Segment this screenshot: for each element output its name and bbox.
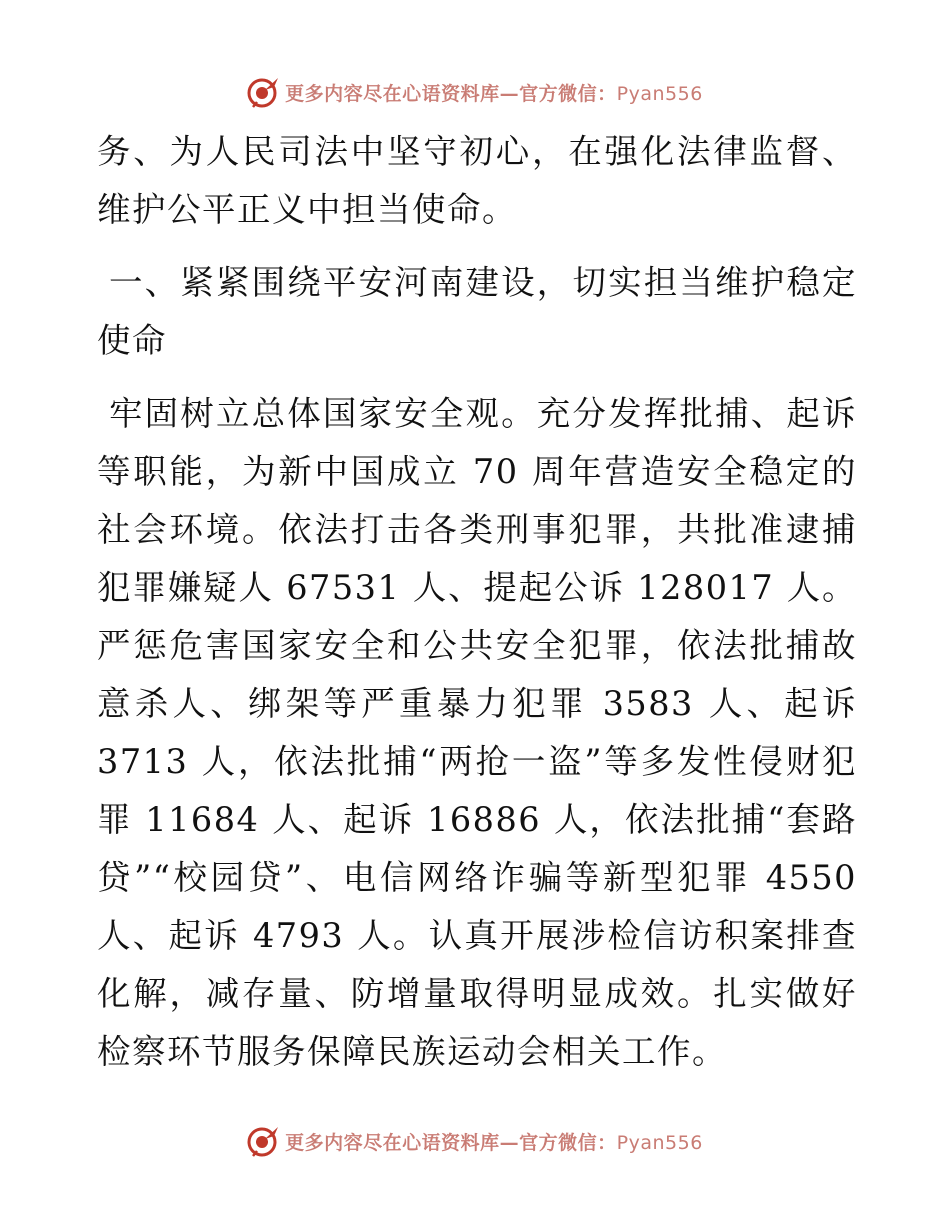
quill-logo-icon: [247, 1124, 281, 1158]
watermark-text: [285, 79, 703, 106]
watermark-label: 更多内容尽在心语资料库—官方微信：: [285, 1131, 617, 1154]
watermark-wechat-id: Pyan556: [616, 82, 703, 105]
quill-logo-icon: [247, 75, 281, 109]
watermark-text: [285, 1128, 703, 1155]
document-body: [97, 123, 857, 1081]
footer-watermark: [0, 1121, 950, 1161]
section-heading: 一、紧紧围绕平安河南建设，切实担当维护稳定使命: [97, 263, 857, 360]
header-watermark: [0, 72, 950, 112]
paragraph-continuation: 务、为人民司法中坚守初心，在强化法律监督、维护公平正义中担当使命。: [97, 132, 857, 229]
paragraph-body: 牢固树立总体国家安全观。充分发挥批捕、起诉等职能，为新中国成立 70 周年营造安全稳定的社会环境。依法打击各类刑事犯罪，共批准逮捕犯罪嫌疑人 67531 人、提起公诉 128017 人。严惩危害国家安全和公共安全犯罪，依法批捕故意杀人、绑架等严重暴力犯罪 3583 人、起诉 3713 人，依法批捕“两抢一盗”等多发性侵财犯罪 11684 人、起诉 16886 人，依法批捕“套路贷”“校园贷”、电信网络诈骗等新型犯罪 4550 人、起诉 4793 人。认真开展涉检信访积案排查化解，减存量、防增量取得明显成效。扎实做好检察环节服务保障民族运动会相关工作。: [97, 394, 857, 1071]
watermark-label: 更多内容尽在心语资料库—官方微信：: [285, 82, 617, 105]
watermark-wechat-id: Pyan556: [616, 1131, 703, 1154]
